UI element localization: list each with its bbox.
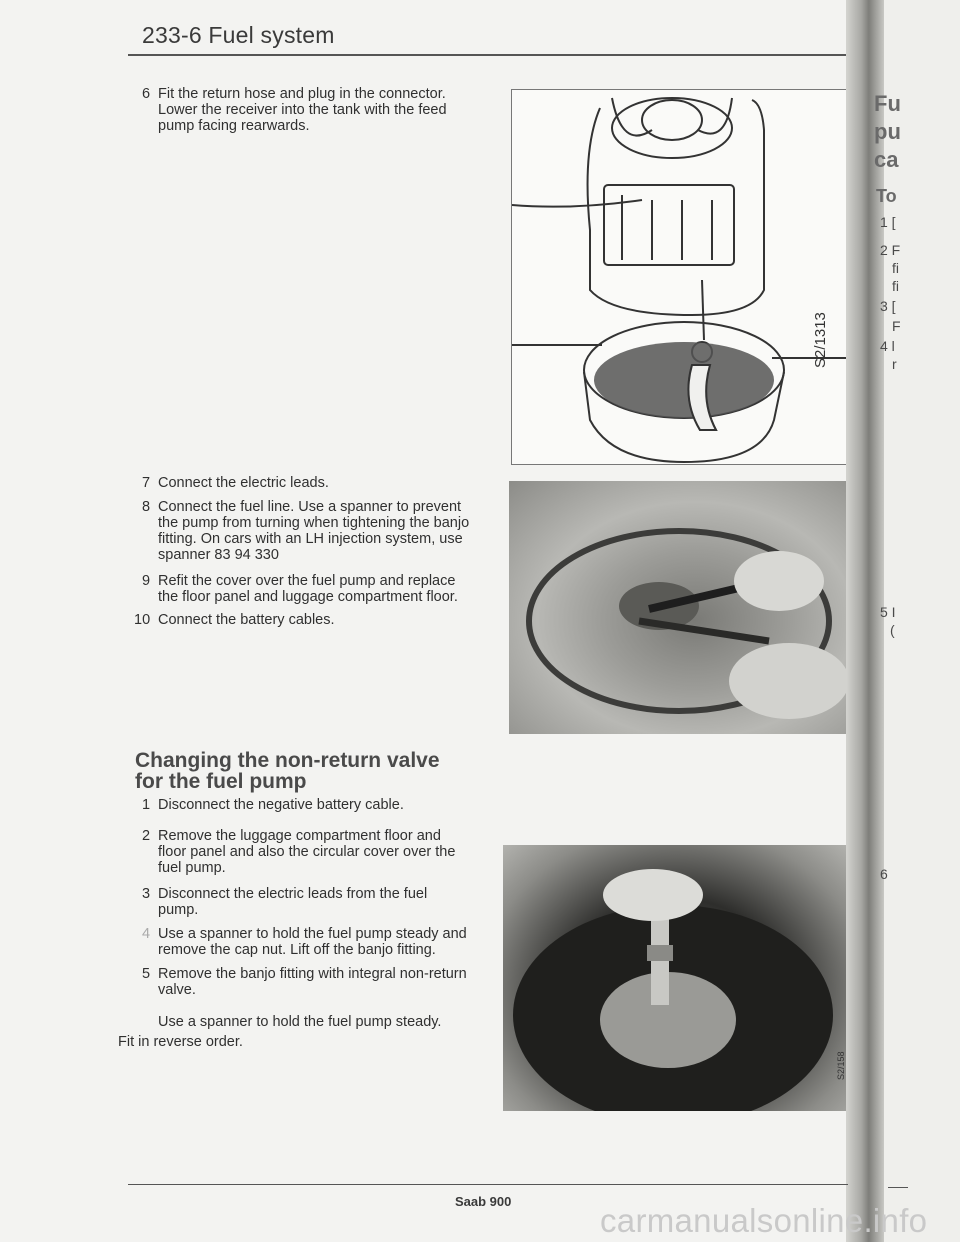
step-7 bbox=[142, 475, 487, 491]
step-line: Connect the battery cables. bbox=[158, 612, 335, 628]
step-line: fuel pump. bbox=[158, 860, 226, 876]
section-step-4 bbox=[142, 926, 487, 958]
figure-code: S2/158 bbox=[836, 1051, 846, 1080]
figure-code: S2/1313 bbox=[812, 312, 829, 368]
right-heading-line: pu bbox=[874, 119, 901, 144]
step-line: Remove the banjo fitting with integral non-return bbox=[158, 966, 467, 982]
step-10 bbox=[134, 612, 487, 628]
step-number: 2 bbox=[142, 828, 151, 844]
step-number: 4 bbox=[142, 926, 151, 942]
right-heading-line: ca bbox=[874, 147, 899, 172]
step-line: Use a spanner to hold the fuel pump steady and bbox=[158, 926, 467, 942]
step-number: 1 bbox=[142, 797, 151, 813]
footer-text: Saab 900 bbox=[455, 1194, 512, 1209]
right-heading-line: Fu bbox=[874, 91, 901, 116]
pump-diagram-drawing bbox=[512, 90, 848, 464]
right-page-text: 1 [ bbox=[880, 214, 896, 230]
footer-rule bbox=[128, 1184, 848, 1185]
step-line: fitting. On cars with an LH injection system, use bbox=[158, 531, 463, 547]
right-page-text: 4 l bbox=[880, 338, 895, 354]
section-step-5 bbox=[142, 966, 487, 998]
step-line: remove the cap nut. Lift off the banjo fitting. bbox=[158, 942, 436, 958]
step-line: pump facing rearwards. bbox=[158, 118, 310, 134]
figure-photo-spanner bbox=[509, 481, 847, 734]
step-line: the pump from turning when tightening the banjo bbox=[158, 515, 470, 531]
right-page-subheading: To bbox=[876, 186, 897, 206]
right-page-text: 2 F bbox=[880, 242, 901, 258]
right-page-text: r bbox=[892, 356, 897, 372]
section-step-2 bbox=[142, 828, 487, 876]
step-line: valve. bbox=[158, 982, 196, 998]
step-line: Remove the luggage compartment floor and bbox=[158, 828, 441, 844]
section-closing: Fit in reverse order. bbox=[118, 1034, 243, 1050]
section-heading bbox=[135, 750, 440, 792]
step-line: spanner 83 94 330 bbox=[158, 547, 279, 563]
right-page-text: 3 [ bbox=[880, 298, 896, 314]
section-step-1 bbox=[142, 797, 487, 813]
step-number: 10 bbox=[134, 612, 151, 628]
step-6 bbox=[142, 86, 482, 134]
section-heading-line: Changing the non-return valve bbox=[135, 749, 440, 772]
step-number: 8 bbox=[142, 499, 151, 515]
page-title: 233-6 Fuel system bbox=[142, 22, 335, 48]
footer-rule-right bbox=[888, 1187, 908, 1188]
step-line: Lower the receiver into the tank with the feed bbox=[158, 102, 447, 118]
step-number: 5 bbox=[142, 966, 151, 982]
step-line: the floor panel and luggage compartment floor. bbox=[158, 589, 458, 605]
right-page-text: fi bbox=[892, 260, 899, 276]
right-page-text: F bbox=[892, 318, 901, 334]
figure-pump-diagram bbox=[511, 89, 849, 465]
step-line: Disconnect the electric leads from the fuel bbox=[158, 886, 428, 902]
step-number: 6 bbox=[142, 86, 151, 102]
step-line: Disconnect the negative battery cable. bbox=[158, 797, 404, 813]
section-step-3 bbox=[142, 886, 487, 918]
step-line: floor panel and also the circular cover over the bbox=[158, 844, 456, 860]
step-9 bbox=[142, 573, 487, 605]
photo-cap-nut-drawing bbox=[503, 845, 847, 1111]
step-line: Connect the electric leads. bbox=[158, 475, 329, 491]
right-page-text: fi bbox=[892, 278, 899, 294]
section-heading-line: for the fuel pump bbox=[135, 770, 307, 793]
section-note: Use a spanner to hold the fuel pump steady. bbox=[158, 1014, 442, 1030]
figure-photo-cap-nut bbox=[503, 845, 847, 1111]
step-8 bbox=[142, 499, 487, 563]
header-rule bbox=[128, 54, 848, 56]
photo-spanner-drawing bbox=[509, 481, 847, 734]
right-page-text: ( bbox=[890, 622, 895, 638]
step-line: Refit the cover over the fuel pump and replace bbox=[158, 573, 456, 589]
step-number: 7 bbox=[142, 475, 151, 491]
step-line: pump. bbox=[158, 902, 199, 918]
step-number: 3 bbox=[142, 886, 151, 902]
step-line: Fit the return hose and plug in the connector. bbox=[158, 86, 446, 102]
step-line: Connect the fuel line. Use a spanner to prevent bbox=[158, 499, 462, 515]
right-page-heading bbox=[874, 90, 901, 174]
watermark: carmanualsonline.info bbox=[600, 1202, 928, 1239]
right-page-text: 5 I bbox=[880, 604, 896, 620]
right-page-text: 6 bbox=[880, 866, 888, 882]
step-number: 9 bbox=[142, 573, 151, 589]
